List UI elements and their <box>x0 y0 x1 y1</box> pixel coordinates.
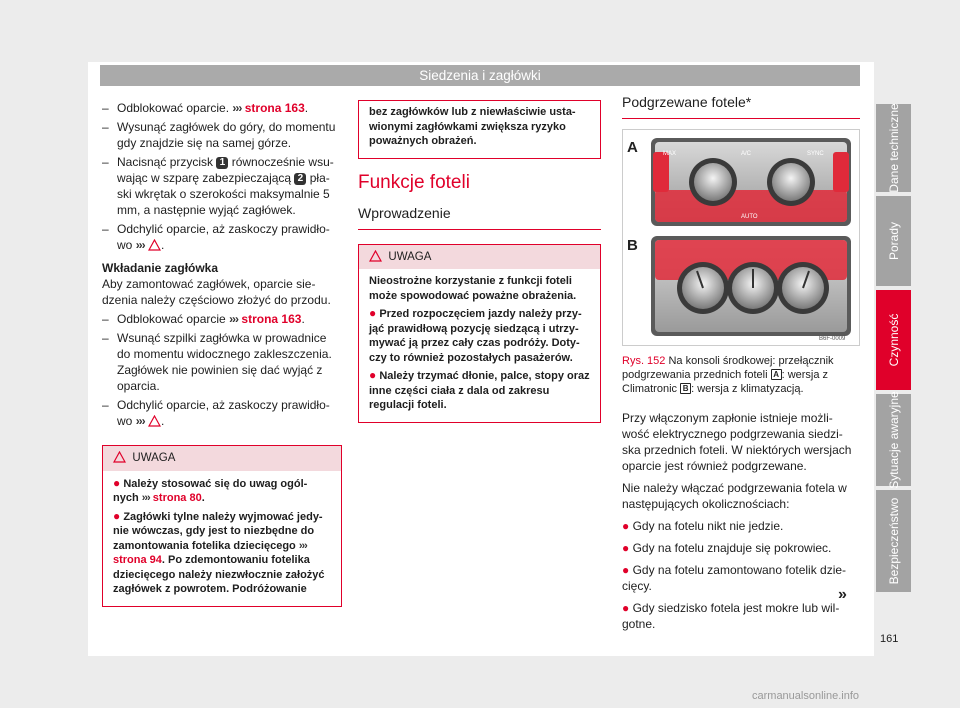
bullet-dot-icon: ● <box>113 475 121 490</box>
dash-mark: – <box>102 312 109 326</box>
dash-mark: – <box>102 120 109 134</box>
step-unlock-backrest-2 <box>102 311 342 327</box>
warning-bullet <box>113 476 331 506</box>
arrow-ref-icon: ››› <box>232 101 242 115</box>
figure-label-b: B <box>627 237 638 254</box>
warning-text: bez zagłówków lub z niewłaściwie usta-wionymi zagłówkami zwiększa ryzyko poważnych obrażeń. <box>369 106 576 147</box>
list-item-text: Gdy na fotelu zamontowano fotelik dzie-cięcy. <box>622 563 847 593</box>
step-text-end: . <box>161 414 165 428</box>
column-3 <box>622 94 860 632</box>
step-pull-headrest <box>102 119 342 151</box>
arrow-ref-icon: ››› <box>141 492 150 504</box>
list-item-text: Gdy siedzisko fotela jest mokre lub wil-gotne. <box>622 601 840 631</box>
heated-seats-title: Podgrzewane fotele* <box>622 94 860 119</box>
caption-badge-b: B <box>680 383 691 394</box>
warning-triangle-icon <box>148 415 161 427</box>
section-title: Funkcje foteli <box>358 171 470 193</box>
tab-label: Porady <box>886 221 901 261</box>
warning-continuation-box <box>358 100 601 159</box>
max-label: MAX <box>663 151 677 157</box>
console-illustration <box>623 130 859 345</box>
page-link[interactable]: strona 163 <box>238 312 302 326</box>
caption-label: Rys. 152 <box>622 355 666 367</box>
warning-bullet <box>113 509 331 597</box>
page-link[interactable]: strona 94 <box>113 554 162 566</box>
caption-text: : wersja z Climatronic <box>622 369 829 395</box>
warning-text: Nieostrożne korzystanie z funkcji foteli może spowodować poważne obrażenia. <box>369 275 577 302</box>
tab-label: Dane techniczne <box>886 103 901 193</box>
step-tilt-backrest-2 <box>102 397 342 429</box>
paragraph-do-not-use: Nie należy włączać podgrzewania fotela w następujących okolicznościach: <box>622 481 847 511</box>
list-item <box>622 600 860 632</box>
warning-text-end: . <box>201 492 205 504</box>
warning-body <box>359 269 600 422</box>
step-unlock-backrest <box>102 100 342 116</box>
dash-mark: – <box>102 398 109 412</box>
dash-mark: – <box>102 101 109 115</box>
sync-label: SYNC <box>807 151 824 157</box>
column-2 <box>358 100 601 423</box>
figure-code: B6F-0009 <box>819 336 846 342</box>
tab-czynnosc[interactable] <box>876 290 911 390</box>
warning-text: Należy trzymać dłonie, palce, stopy oraz inne części ciała z dala od zakresu regulacji foteli. <box>369 370 590 411</box>
step-text-end: . <box>161 238 165 252</box>
list-item-text: Gdy na fotelu znajduje się pokrowiec. <box>632 541 832 555</box>
arrow-ref-icon: ››› <box>229 312 239 326</box>
column-1 <box>102 100 342 607</box>
arrow-ref-icon: ››› <box>298 539 307 552</box>
arrow-ref-icon: ››› <box>135 238 145 252</box>
step-press-button <box>102 154 342 218</box>
step-text: Wsunąć szpilki zagłówka w prowadnice do momentu widocznego zakleszczenia. Zagłówek nie powinien się dać wyjąć z oparcia. <box>117 331 332 393</box>
warning-body <box>103 471 341 606</box>
warning-bullet <box>369 306 590 365</box>
tab-dane-techniczne[interactable] <box>876 104 911 192</box>
caption-text: : wersja z klimatyzacją. <box>691 383 804 395</box>
step-tilt-backrest <box>102 221 342 253</box>
paragraph-heating-info: Przy włączonym zapłonie istnieje możli-wość elektrycznego podgrzewania siedzi-ska przednich foteli. W niektórych wersjach oparcie jest również podgrzewane. <box>622 411 852 473</box>
bullet-dot-icon: ● <box>622 541 630 555</box>
bullet-dot-icon: ● <box>622 563 630 577</box>
ac-label: A/C <box>741 151 752 157</box>
tab-label: Bezpieczeństwo <box>886 497 901 585</box>
bullet-dot-icon: ● <box>369 306 377 320</box>
warning-triangle-icon <box>369 250 382 262</box>
warning-text: . Po zdemontowaniu fotelika dziecięcego należy niezwłocznie założyć zagłówek z powrotem. Podróżowanie <box>113 554 325 595</box>
list-item <box>622 540 860 556</box>
step-text: Odchylić oparcie, aż zaskoczy prawidło-wo <box>117 222 330 252</box>
step-text: równocześnie wsu-wając w szparę zabezpieczającą <box>117 155 334 185</box>
conditions-list <box>622 518 860 632</box>
subsection-title: Wprowadzenie <box>358 205 601 230</box>
warning-header <box>359 245 600 270</box>
step-text: Odblokować oparcie. <box>117 101 233 115</box>
warning-bullet <box>369 368 590 413</box>
warning-box <box>102 445 342 607</box>
bullet-dot-icon: ● <box>369 368 377 382</box>
warning-header <box>103 446 341 471</box>
number-badge: 1 <box>216 157 228 169</box>
insert-intro: Aby zamontować zagłówek, oparcie sie-dzenia należy częściowo złożyć do przodu. <box>102 277 331 307</box>
tab-porady[interactable] <box>876 196 911 286</box>
step-text-end: . <box>304 101 309 115</box>
tab-bezpieczenstwo[interactable] <box>876 490 911 592</box>
bullet-dot-icon: ● <box>622 601 630 615</box>
figure-caption <box>622 354 860 396</box>
caption-text: Na konsoli środkowej: przełącznik podgrzewania przednich foteli <box>622 355 834 381</box>
watermark: carmanualsonline.info <box>752 690 860 702</box>
warning-triangle-icon <box>148 239 161 251</box>
step-text: pła-ski wkrętak o szerokości maksymalnie 5 mm, a następnie wyjąć zagłówek. <box>117 171 330 217</box>
tab-label: Sytuacje awaryjne <box>886 391 901 489</box>
warning-text: Zagłówki tylne należy wyjmować jedy-nie wówczas, gdy jest to niezbędne do zamontowania fotelika dziecięcego <box>113 510 323 552</box>
step-insert-pins <box>102 330 342 394</box>
warning-body <box>359 101 600 158</box>
caption-badge-a: A <box>771 369 782 380</box>
warning-triangle-icon <box>113 451 126 463</box>
step-text: Odchylić oparcie, aż zaskoczy prawidło-wo <box>117 398 330 428</box>
page-number: 161 <box>880 633 899 645</box>
step-text: Odblokować oparcie <box>117 312 230 326</box>
figure-console-controls <box>622 129 860 346</box>
warning-title: UWAGA <box>132 452 176 464</box>
number-badge: 2 <box>294 173 306 185</box>
arrow-ref-icon: ››› <box>135 414 145 428</box>
bullet-dot-icon: ● <box>622 519 630 533</box>
list-item <box>622 518 860 534</box>
warning-box <box>358 244 601 423</box>
warning-text: Należy stosować się do uwag ogól-nych <box>113 477 308 504</box>
continued-icon: » <box>838 586 847 603</box>
list-item <box>622 562 860 594</box>
step-text-end: . <box>301 312 305 326</box>
bullet-dot-icon: ● <box>113 508 121 523</box>
auto-label: AUTO <box>741 214 758 220</box>
step-text: Wysunąć zagłówek do góry, do momentu gdy znajdzie się na samej górze. <box>117 120 336 150</box>
dash-mark: – <box>102 222 109 236</box>
warning-text: Przed rozpoczęciem jazdy należy przy-jąć prawidłową pozycję siedzącą i utrzy-mywać ją przez cały czas podróży. Doty-czy to również pozostałych pasażerów. <box>369 308 582 364</box>
page-header: Siedzenia i zagłówki <box>100 65 860 86</box>
list-item-text: Gdy na fotelu nikt nie jedzie. <box>632 519 784 533</box>
dash-mark: – <box>102 155 109 169</box>
insert-heading: Wkładanie zagłówka <box>102 261 219 275</box>
tab-sytuacje-awaryjne[interactable] <box>876 391 911 489</box>
warning-title: UWAGA <box>388 250 432 263</box>
step-text: Nacisnąć przycisk <box>117 155 217 169</box>
tab-label: Czynność <box>886 313 901 367</box>
figure-label-a: A <box>627 139 638 156</box>
page-link[interactable]: strona 80 <box>149 492 202 504</box>
dash-mark: – <box>102 331 109 345</box>
page-link[interactable]: strona 163 <box>241 101 305 115</box>
